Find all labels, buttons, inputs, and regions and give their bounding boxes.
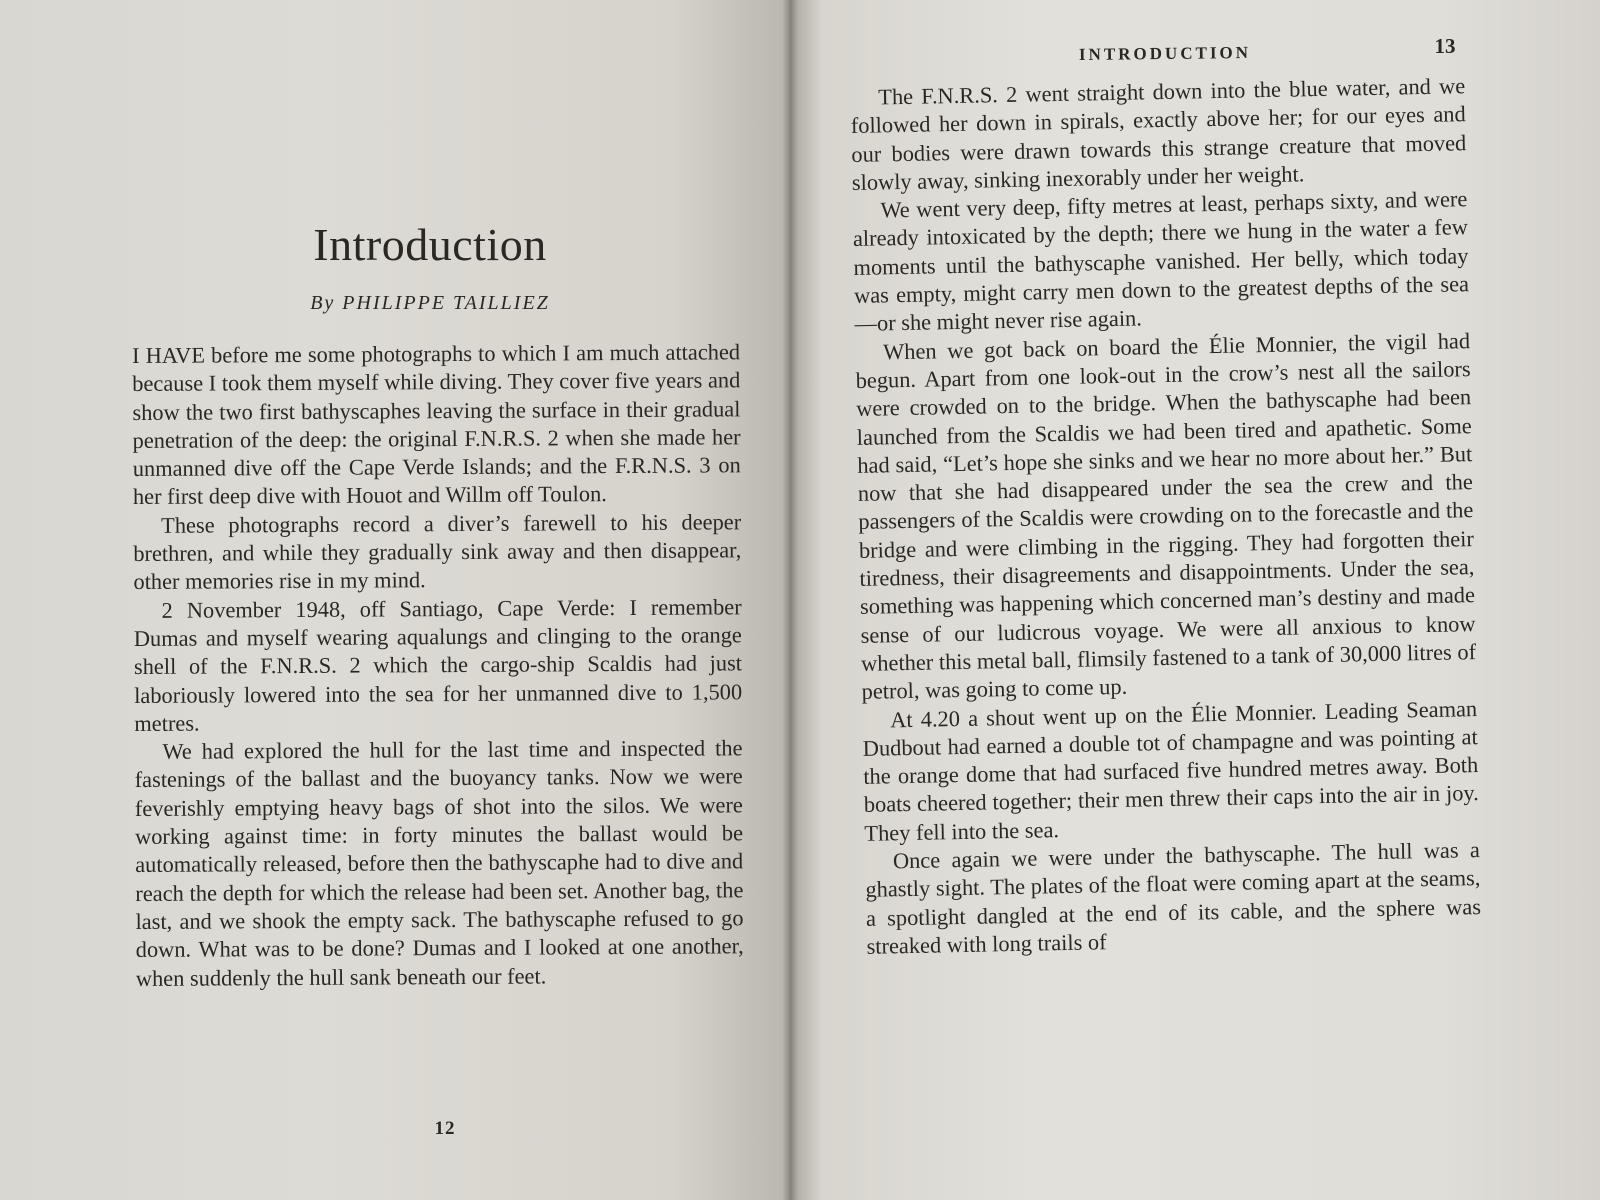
right-page-body (850, 72, 1482, 961)
paragraph: When we got back on board the Élie Monnier, the vigil had begun. Apart from one look-out in the crow’s nest all the sailors were crowded on to the bridge. When the bathyscaphe had been launched from the Scaldis we had been tired and apathetic. Some had said, “Let’s hope she sinks and we hear no more about her.” But now that she had disappeared under the sea the crew and the passengers of the Scaldis were crowding on to the forecastle and the bridge and were climbing in the rigging. They had forgotten their tiredness, their disagreements and disappointments. Under the sea, something was happening which concerned man’s destiny and made sense of our ludicrous voyage. We were all anxious to know whether this metal ball, flimsily fastened to a tank of 30,000 litres of petrol, was going to come up. (855, 327, 1477, 705)
paragraph: At 4.20 a shout went up on the Élie Monnier. Leading Seaman Dudbout had earned a double tot of champagne and was pointing at the orange dome that had surfaced five hundred metres away. Both boats cheered together; their men threw their caps into the air in joy. They fell into the sea. (862, 695, 1479, 846)
left-page (0, 0, 790, 1200)
paragraph: These photographs record a diver’s farewell to his deeper brethren, and while they gradually sink away and then disappear, other memories rise in my mind. (133, 509, 742, 595)
paragraph: We went very deep, fifty metres at least, perhaps sixty, and were already intoxicated by the depth; there we hung in the water a few moments until the bathyscaphe vanished. Her belly, which today was empty, might carry men down to the greatest depths of the sea—or she might never rise again. (852, 186, 1470, 337)
running-head: INTRODUCTION (1078, 42, 1252, 65)
paragraph: I HAVE before me some photographs to which I am much attached because I took them myself while diving. They cover five years and show the two first bathyscaphes leaving the surface in their gradual penetration of the deep: the original F.N.R.S. 2 when she made her unmanned dive off the Cape Verde Islands; and the F.R.N.S. 3 on her first deep dive with Houot and Willm off Toulon. (132, 339, 741, 510)
paragraph: The F.N.R.S. 2 went straight down into the blue water, and we followed her down in spirals, exactly above her; for our eyes and our bodies were drawn towards this strange creature that moved slowly away, sinking inexorably under her weight. (850, 73, 1467, 195)
page-number: 12 (434, 1118, 456, 1139)
paragraph: We had explored the hull for the last time and inspected the fastenings of the ballast and the buoyancy tanks. Now we were feverishly emptying heavy bags of shot into the silos. We were working against time: in forty minutes the ballast would be automatically released, before then the bathyscaphe had to dive and reach the depth for which the release had been set. Another bag, the last, and we shook the empty sack. The bathyscaphe refused to go down. What was to be done? Dumas and I looked at one another, when suddenly the hull sank beneath our feet. (134, 735, 744, 991)
chapter-title: Introduction (313, 219, 547, 270)
paragraph: 2 November 1948, off Santiago, Cape Verde: I remember Dumas and myself wearing aqualungs and clinging to the orange shell of the F.N.R.S. 2 which the cargo-ship Scaldis had just laboriously lowered into the sea for her unmanned dive to 1,500 metres. (133, 593, 743, 736)
paragraph: Once again we were under the bathyscaphe. The hull was a ghastly sight. The plates of the float were coming apart at the seams, a spotlight dangled at the end of its cable, and the sphere was streaked with long trails of (865, 837, 1482, 959)
left-page-body (132, 338, 744, 993)
author-byline: By PHILIPPE TAILLIEZ (310, 292, 550, 314)
page-number: 13 (1434, 34, 1456, 58)
book-gutter (782, 0, 798, 1200)
